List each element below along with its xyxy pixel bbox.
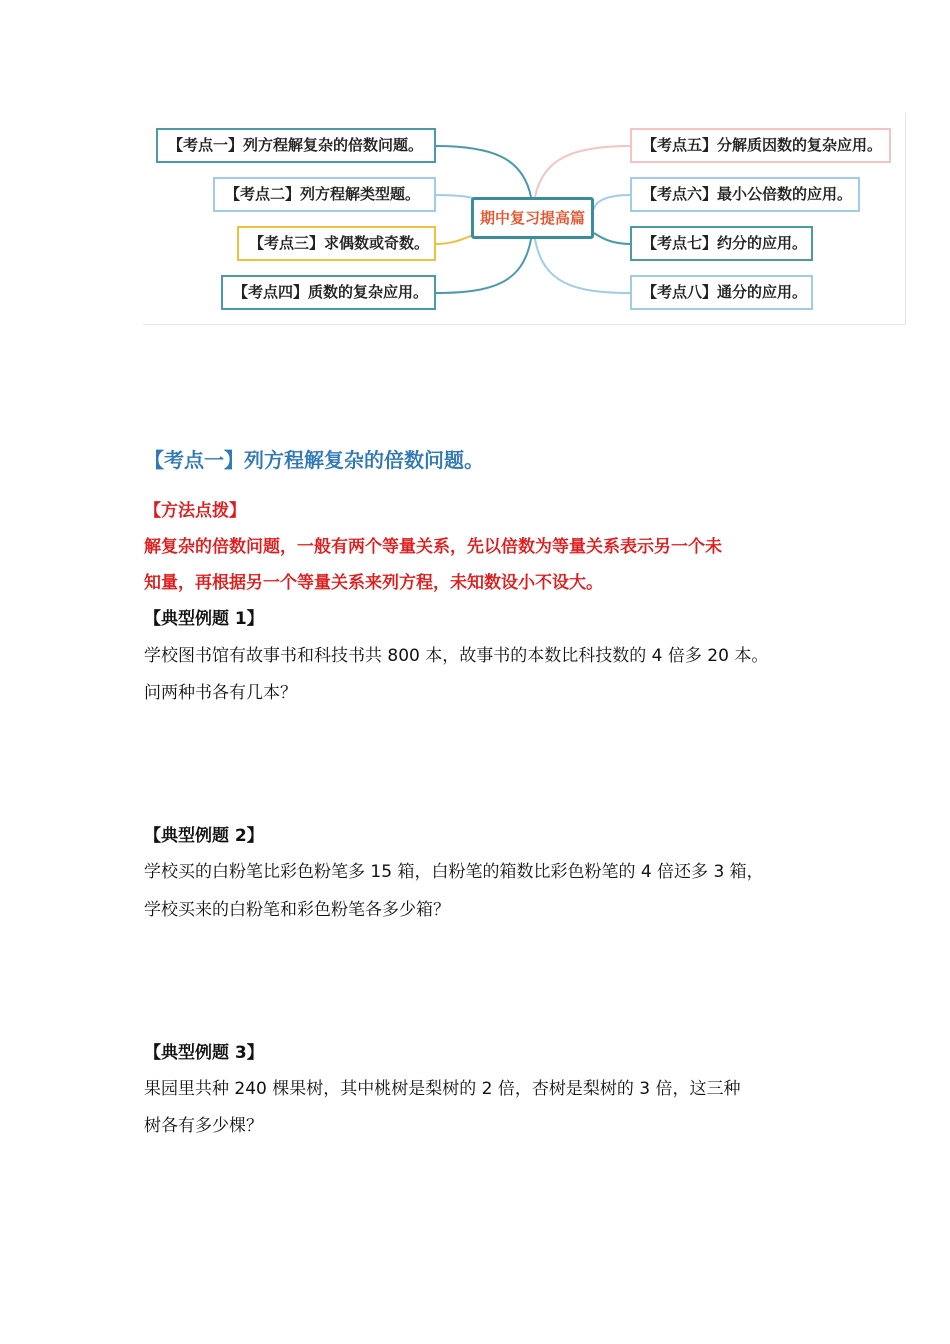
example-1-line-2: 问两种书各有几本？ bbox=[144, 683, 297, 703]
mind-map-center: 期中复习提高篇 bbox=[471, 197, 594, 239]
method-label: 【方法点拨】 bbox=[144, 501, 246, 521]
example-2-line-1: 学校买的白粉笔比彩色粉笔多 15 箱，白粉笔的箱数比彩色粉笔的 4 倍还多 3 箱， bbox=[144, 862, 764, 882]
section-title: 【考点一】列方程解复杂的倍数问题。 bbox=[144, 448, 484, 472]
node-topic-1: 【考点一】列方程解复杂的倍数问题。 bbox=[156, 128, 436, 163]
link-node-6 bbox=[594, 195, 631, 209]
link-node-5 bbox=[535, 146, 631, 197]
example-3-line-1: 果园里共种 240 棵果树，其中桃树是梨树的 2 倍，杏树是梨树的 3 倍，这三种 bbox=[144, 1079, 741, 1099]
node-topic-3: 【考点三】求偶数或奇数。 bbox=[237, 226, 436, 261]
mind-map bbox=[143, 113, 906, 325]
node-topic-6: 【考点六】最小公倍数的应用。 bbox=[630, 177, 860, 212]
link-node-8 bbox=[535, 239, 631, 293]
method-line-2: 知量，再根据另一个等量关系来列方程，未知数设小不设大。 bbox=[144, 573, 603, 593]
example-1-label: 【典型例题 1】 bbox=[144, 609, 264, 629]
link-node-3 bbox=[435, 235, 473, 244]
method-line-1: 解复杂的倍数问题，一般有两个等量关系，先以倍数为等量关系表示另一个未 bbox=[144, 537, 722, 557]
link-node-4 bbox=[435, 239, 531, 293]
example-1-line-1: 学校图书馆有故事书和科技书共 800 本，故事书的本数比科技数的 4 倍多 20 本。 bbox=[144, 646, 769, 666]
example-2-label: 【典型例题 2】 bbox=[144, 826, 264, 846]
example-2-line-2: 学校买来的白粉笔和彩色粉笔各多少箱？ bbox=[144, 900, 450, 920]
link-node-7 bbox=[594, 233, 631, 244]
node-topic-2: 【考点二】列方程解类型题。 bbox=[213, 177, 436, 212]
example-3-label: 【典型例题 3】 bbox=[144, 1043, 264, 1063]
link-node-1 bbox=[435, 146, 531, 197]
node-topic-8: 【考点八】通分的应用。 bbox=[630, 275, 813, 310]
node-topic-5: 【考点五】分解质因数的复杂应用。 bbox=[630, 128, 891, 163]
example-3-line-2: 树各有多少棵？ bbox=[144, 1116, 263, 1136]
node-topic-4: 【考点四】质数的复杂应用。 bbox=[221, 275, 436, 310]
node-topic-7: 【考点七】约分的应用。 bbox=[630, 226, 813, 261]
